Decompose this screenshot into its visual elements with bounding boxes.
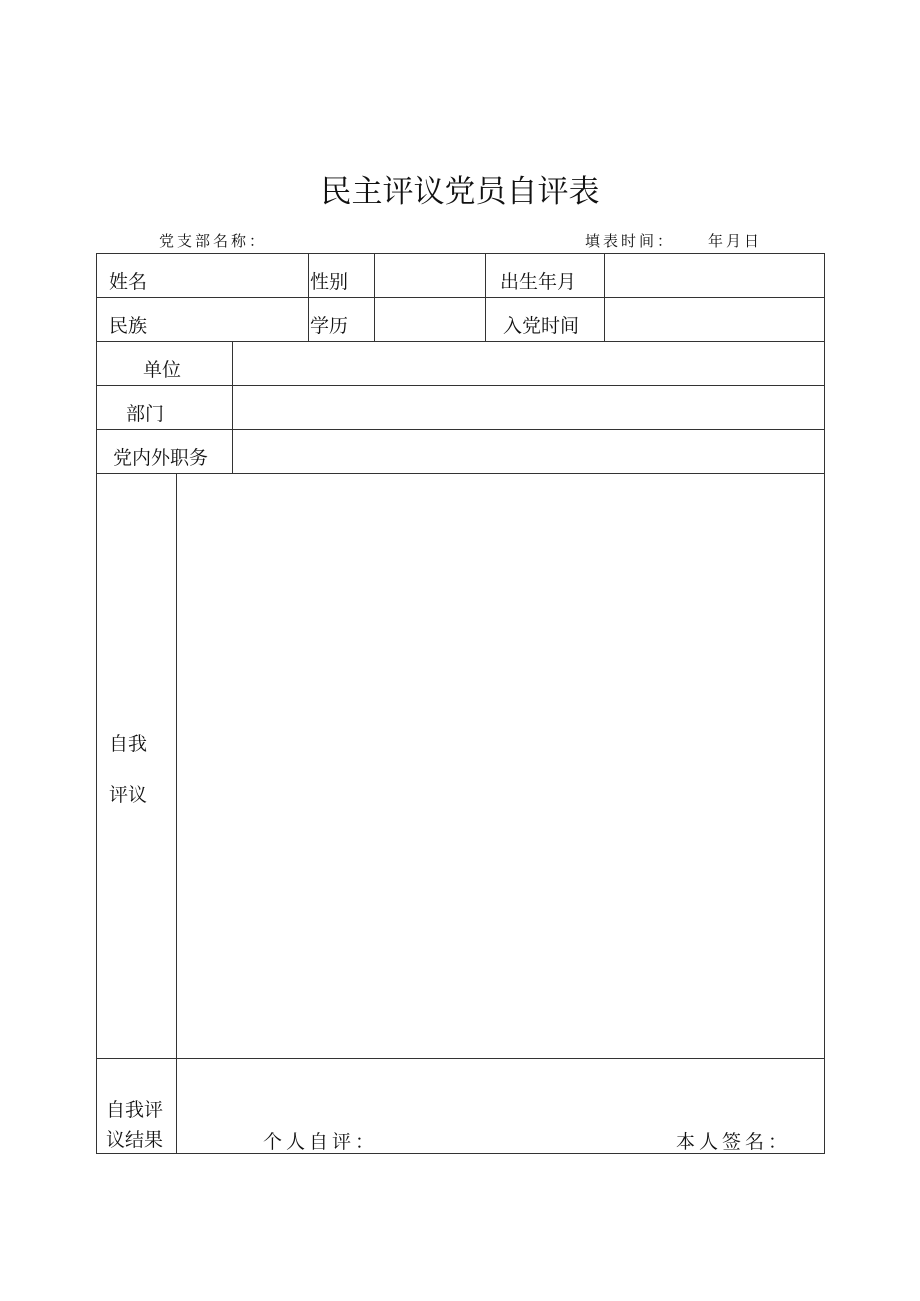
fill-date-label: 填表时间： [585, 232, 676, 250]
row-divider [96, 341, 825, 342]
gender-label: 性别 [310, 271, 349, 293]
education-label: 学历 [310, 315, 349, 337]
signature-label: 本人签名： [676, 1131, 792, 1153]
personal-self-review-label: 个人自评： [263, 1131, 379, 1153]
branch-name-label: 党支部名称： [159, 232, 268, 250]
ethnicity-label: 民族 [109, 315, 148, 337]
table-border-right [824, 253, 825, 1154]
birth-date-label: 出生年月 [500, 271, 577, 293]
department-label: 部门 [126, 403, 165, 425]
unit-field[interactable] [234, 343, 822, 384]
education-field[interactable] [376, 299, 483, 340]
column-divider [604, 253, 605, 341]
join-date-label: 入党时间 [503, 315, 580, 337]
positions-field[interactable] [234, 431, 822, 472]
ethnicity-field[interactable] [166, 299, 306, 340]
name-label: 姓名 [109, 271, 148, 293]
row-divider [96, 473, 825, 474]
join-date-field[interactable] [606, 299, 822, 340]
self-review-label-line1: 自我 [109, 733, 148, 755]
row-divider [96, 297, 825, 298]
department-field[interactable] [234, 387, 822, 428]
table-border-top [96, 253, 825, 254]
row-divider [96, 385, 825, 386]
column-divider [308, 253, 309, 341]
column-divider [176, 473, 177, 1153]
evaluation-form-table [96, 253, 825, 1154]
self-review-textarea[interactable] [178, 475, 822, 1057]
column-divider [374, 253, 375, 341]
row-divider [96, 429, 825, 430]
unit-label: 单位 [143, 359, 182, 381]
result-label-line2: 议结果 [106, 1129, 164, 1151]
row-divider [96, 1058, 825, 1059]
table-border-left [96, 253, 97, 1154]
page-title: 民主评议党员自评表 [320, 174, 600, 210]
birth-date-field[interactable] [606, 255, 822, 296]
positions-label: 党内外职务 [113, 447, 209, 469]
column-divider [232, 341, 233, 473]
result-label-line1: 自我评 [106, 1099, 164, 1121]
name-field[interactable] [166, 255, 306, 296]
fill-date-units: 年月日 [708, 232, 763, 250]
self-review-label-line2: 评议 [109, 784, 148, 806]
column-divider [485, 253, 486, 341]
gender-field[interactable] [376, 255, 483, 296]
